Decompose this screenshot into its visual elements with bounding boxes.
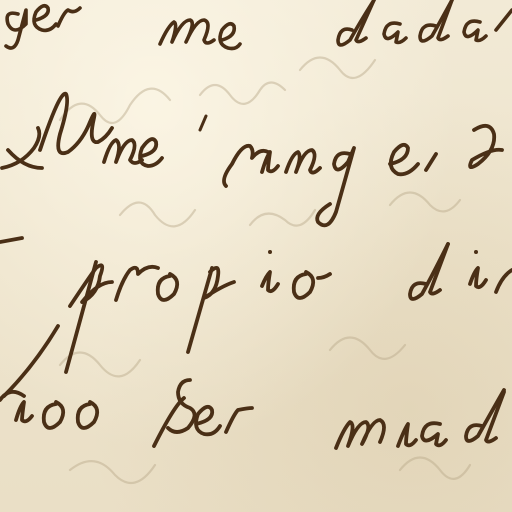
handwriting-line-3-strokes [0, 238, 512, 372]
handwriting-line-1-strokes [6, 0, 512, 49]
handwriting-line-4-strokes [0, 326, 504, 448]
handwriting-line-2-strokes [2, 94, 502, 226]
